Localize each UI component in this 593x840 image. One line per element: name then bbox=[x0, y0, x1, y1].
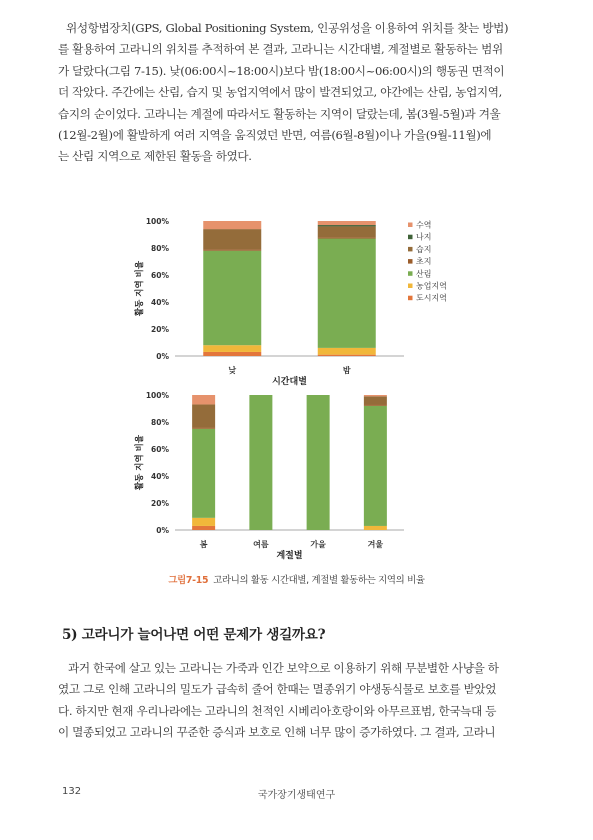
legend-label: 초지 bbox=[416, 257, 432, 267]
text-line: 위성항법장치(GPS, Global Positioning System, 인공위성을 이용하여 위치를 찾는 방법) bbox=[66, 21, 509, 35]
bar-segment bbox=[318, 348, 376, 355]
text-line: (12월-2월)에 활발하게 여러 지역을 움직였던 반면, 여름(6월-8월)이나 가을(9월-11월)에 bbox=[58, 128, 492, 143]
chart-legend bbox=[408, 220, 447, 303]
legend-swatch bbox=[408, 284, 413, 289]
bar-segment bbox=[192, 429, 215, 518]
y-axis-title: 활동 지역 비율 bbox=[135, 434, 145, 491]
bar-segment bbox=[203, 352, 261, 356]
bar-segment bbox=[318, 221, 376, 225]
x-tick-label: 여름 bbox=[253, 540, 269, 549]
x-tick-label: 밤 bbox=[342, 366, 351, 375]
y-tick-label: 80% bbox=[151, 244, 169, 253]
x-axis-title: 계절별 bbox=[276, 551, 303, 561]
bar-segment bbox=[192, 404, 215, 427]
legend-label: 농업지역 bbox=[416, 281, 447, 291]
bar-segment bbox=[364, 526, 387, 530]
paragraph-population-history bbox=[58, 658, 535, 744]
bar-segment bbox=[203, 345, 261, 352]
text-line: 이 멸종되었고 고라니의 꾸준한 증식과 보호로 인해 너무 많이 증가하였다. 그 결과, 고라니 bbox=[58, 725, 496, 740]
y-tick-label: 20% bbox=[151, 325, 169, 334]
text-line: 였고 그로 인해 고라니의 밀도가 급속히 줄어 한때는 멸종위기 야생동식물로 보호를 받았었 bbox=[58, 682, 497, 697]
y-tick-label: 100% bbox=[145, 391, 169, 400]
bar-segment bbox=[192, 526, 215, 530]
legend-swatch bbox=[408, 235, 413, 240]
x-tick-label: 가을 bbox=[310, 540, 326, 549]
text-line: 는 산림 지역으로 제한된 활동을 하였다. bbox=[58, 149, 252, 164]
bar-segment bbox=[192, 395, 215, 404]
legend-swatch bbox=[408, 247, 413, 252]
legend-label: 나지 bbox=[416, 232, 432, 242]
bar-segment bbox=[318, 237, 376, 238]
y-tick-label: 40% bbox=[151, 472, 169, 481]
y-tick-label: 100% bbox=[145, 217, 169, 226]
text-line: 습지의 순이었다. 고라니는 계절에 따라서도 활동하는 지역이 달랐는데, 봄(3월-5월)과 겨울 bbox=[58, 106, 501, 121]
legend-swatch bbox=[408, 271, 413, 276]
bar-segment bbox=[318, 225, 376, 226]
x-tick-label: 봄 bbox=[199, 540, 208, 549]
y-tick-label: 20% bbox=[151, 499, 169, 508]
bar-segment bbox=[307, 395, 330, 530]
legend-swatch bbox=[408, 259, 413, 264]
legend-swatch bbox=[408, 223, 413, 228]
figure-caption-text: 고라니의 활동 시간대별, 계절별 활동하는 지역의 비율 bbox=[213, 575, 425, 586]
x-tick-label: 낮 bbox=[228, 366, 237, 375]
legend-label: 산림 bbox=[416, 269, 432, 279]
figure-number: 그림7-15 bbox=[168, 575, 209, 586]
y-tick-label: 60% bbox=[151, 271, 169, 280]
y-tick-label: 0% bbox=[156, 352, 169, 361]
x-axis-title: 시간대별 bbox=[272, 377, 307, 387]
bar-segment bbox=[364, 395, 387, 396]
legend-label: 도시지역 bbox=[416, 293, 447, 303]
bar-segment bbox=[364, 404, 387, 405]
text-line: 다. 하지만 현재 우리나라에는 고라니의 천적인 시베리아호랑이와 아무르표범, 한국늑대 등 bbox=[58, 703, 497, 718]
bar-segment bbox=[249, 395, 272, 530]
bar-segment bbox=[318, 355, 376, 356]
bar-segment bbox=[318, 239, 376, 348]
y-axis-title: 활동 지역 비율 bbox=[135, 260, 145, 317]
chart-season bbox=[134, 391, 404, 561]
chart-time-of-day bbox=[134, 217, 404, 387]
bar-segment bbox=[203, 249, 261, 250]
y-tick-label: 80% bbox=[151, 418, 169, 427]
legend-label: 습지 bbox=[416, 244, 432, 254]
section-heading: 5) 고라니가 늘어나면 어떤 문제가 생길까요? bbox=[62, 627, 326, 643]
legend-swatch bbox=[408, 296, 413, 301]
bar-segment bbox=[203, 221, 261, 229]
y-tick-label: 60% bbox=[151, 445, 169, 454]
bar-segment bbox=[203, 251, 261, 346]
bar-segment bbox=[203, 229, 261, 249]
text-line: 더 작았다. 주간에는 산림, 습지 및 농업지역에서 많이 발견되었고, 야간에는 산림, 농업지역, bbox=[58, 85, 502, 100]
bar-segment bbox=[364, 406, 387, 526]
bar-segment bbox=[318, 226, 376, 237]
text-line: 과거 한국에 살고 있는 고라니는 가죽과 인간 보약으로 이용하기 위해 무분별한 사냥을 하 bbox=[68, 661, 499, 675]
bar-segment bbox=[192, 518, 215, 526]
text-line: 를 활용하여 고라니의 위치를 추적하여 본 결과, 고라니는 시간대별, 계절별로 활동하는 범위 bbox=[58, 42, 503, 57]
bar-segment bbox=[364, 396, 387, 404]
legend-label: 수역 bbox=[416, 220, 432, 230]
journal-name: 국가장기생태연구 bbox=[257, 790, 336, 801]
bar-segment bbox=[192, 427, 215, 428]
text-line: 가 달랐다(그림 7-15). 낮(06:00시~18:00시)보다 밤(18:00시~06:00시)의 행동권 면적이 bbox=[58, 63, 505, 78]
page-number: 132 bbox=[62, 786, 82, 797]
y-tick-label: 0% bbox=[156, 526, 169, 535]
y-tick-label: 40% bbox=[151, 298, 169, 307]
x-tick-label: 겨울 bbox=[367, 540, 384, 549]
figure-caption bbox=[0, 572, 593, 586]
